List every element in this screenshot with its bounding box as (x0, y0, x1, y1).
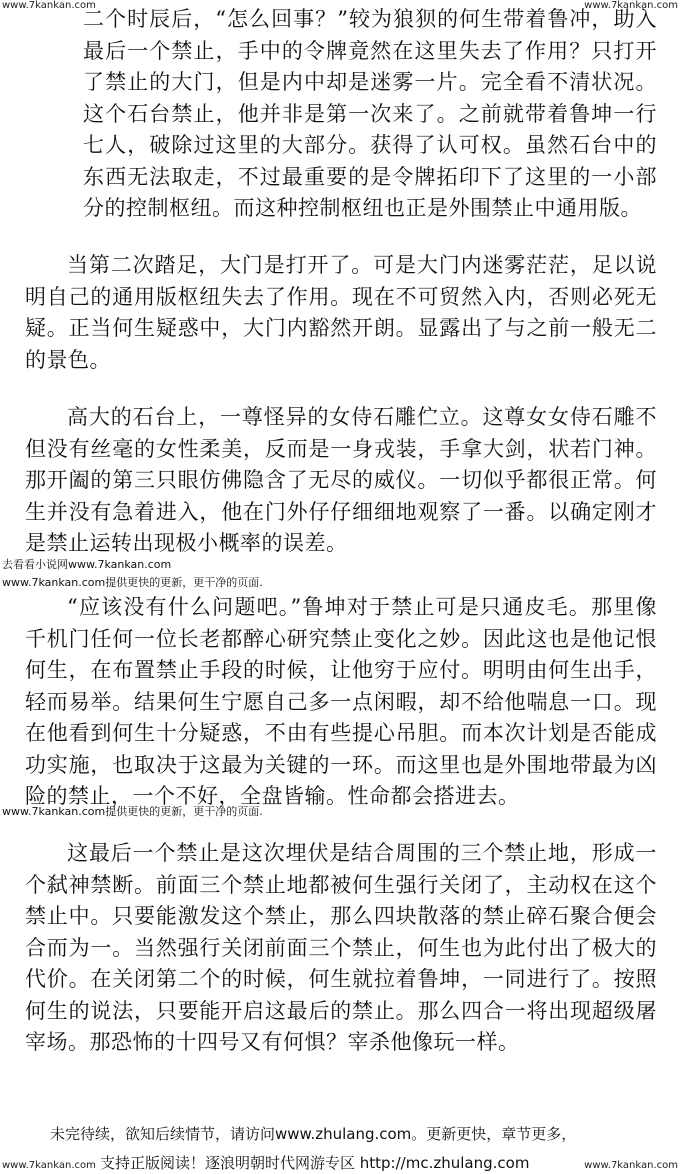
update-note-2: www.7kankan.com提供更快的更新，更干净的页面. (2, 805, 263, 818)
site-note: 去看看小说网www.7kankan.com (2, 558, 172, 571)
paragraph-2: 当第二次踏足，大门是打开了。可是大门内迷雾茫茫，足以说明自己的通用版枢纽失去了作用。现在不可贸然入内，否则必死无疑。正当何生疑惑中，大门内豁然开朗。显露出了与之前一般无二的景色。 (25, 253, 657, 372)
watermark-top-left: www.7kankan.com (2, 0, 96, 11)
paragraph-3: 高大的石台上，一尊怪异的女侍石雕伫立。这尊女女侍石雕不但没有丝毫的女性柔美，反而是一身戎装，手拿大剑，状若门神。那开阖的第三只眼仿佛隐含了无尽的威仪。一切似乎都很正常。何生并没有急着进入，他在门外仔仔细细地观察了一番。以确定刚才是禁止运转出现极小概率的误差。 (25, 405, 657, 555)
paragraph-5: 这最后一个禁止是这次埋伏是结合周围的三个禁止地，形成一个弑神禁断。前面三个禁止地都被何生强行关闭了，主动权在这个禁止中。只要能激发这个禁止，那么四块散落的禁止碎石聚合便会合而为一。当然强行关闭前面三个禁止，何生也为此付出了极大的代价。在关闭第二个的时候，何生就拉着鲁坤，一同进行了。按照何生的说法，只要能开启这最后的禁止。那么四合一将出现超级屠宰场。那恐怖的十四号又有何惧？宰杀他像玩一样。 (25, 841, 657, 1054)
update-note-1: www.7kankan.com提供更快的更新，更干净的页面. (2, 576, 263, 589)
continue-notice: 未完待续，欲知后续情节，请访问www.zhulang.com。更新更快，章节更多， (50, 1125, 577, 1143)
paragraph-1: 二个时辰后，“怎么回事？”较为狼狈的何生带着鲁冲，助入最后一个禁止，手中的令牌竟然在这里失去了作用？只打开了禁止的大门，但是内中却是迷雾一片。完全看不清状况。这个石台禁止，他并非是第一次来了。之前就带着鲁坤一行七人，破除过这里的大部分。获得了认可权。虽然石台中的东西无法取走，不过最重要的是令牌拓印下了这里的一小部分的控制枢纽。而这种控制枢纽也正是外围禁止中通用版。 (83, 7, 657, 220)
watermark-bottom-left: www.7kankan.com (2, 1160, 96, 1171)
support-notice: 支持正版阅读！逐浪明朝时代网游专区 http://mc.zhulang.com (100, 1154, 530, 1172)
watermark-bottom-right: www.7kankan.com (584, 1160, 678, 1171)
watermark-top-right: www.7kankan.com (584, 0, 678, 11)
paragraph-4: “应该没有什么问题吧。”鲁坤对于禁止可是只通皮毛。那里像千机门任何一位长老都醉心研究禁止变化之妙。因此这也是他记恨何生，在布置禁止手段的时候，让他穷于应付。明明由何生出手，轻而易举。结果何生宁愿自己多一点闲暇，却不给他喘息一口。现在他看到何生十分疑惑，不由有些提心吊胆。而本次计划是否能成功实施，也取决于这最为关键的一环。而这里也是外围地带最为凶险的禁止，一个不好，全盘皆输。性命都会搭进去。 (25, 595, 657, 808)
